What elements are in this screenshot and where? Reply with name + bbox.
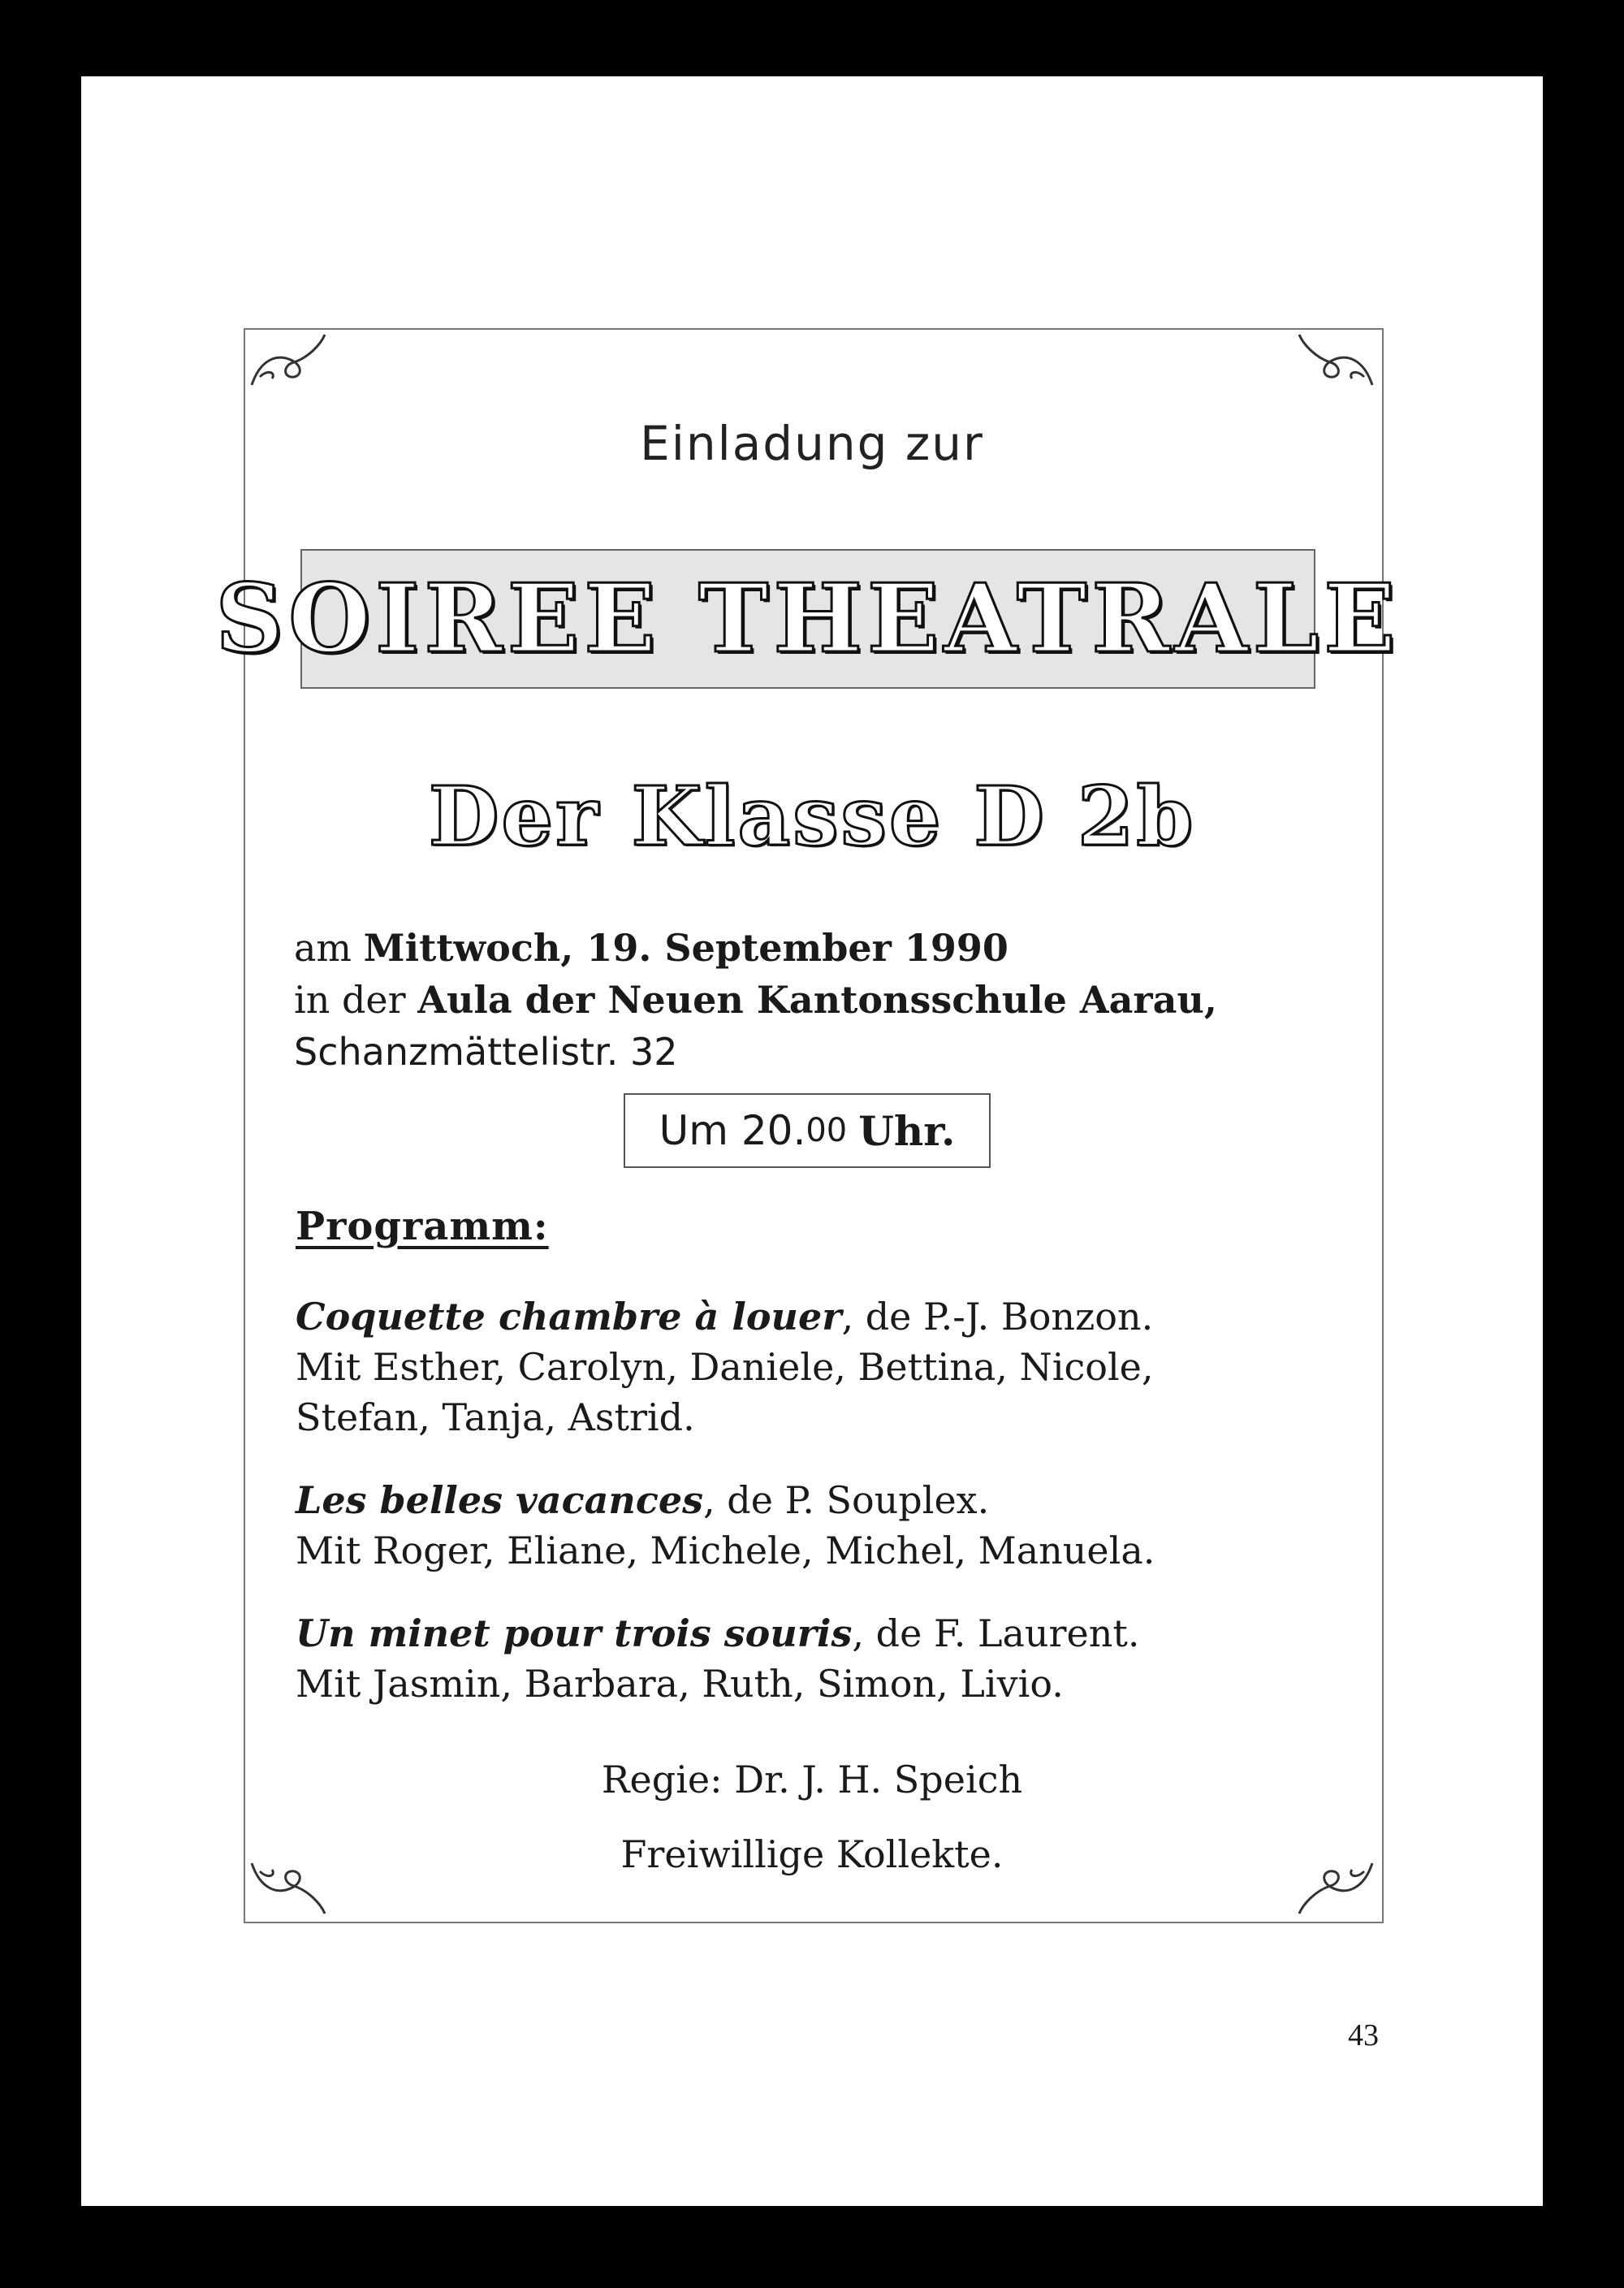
event-venue-line [294,974,1217,1026]
play-title-line [296,1291,1154,1342]
play-author: , de P.-J. Bonzon. [841,1295,1154,1339]
play-title-line [296,1475,1155,1525]
collection-note: Freiwillige Kollekte. [620,1832,1004,1876]
play-cast: Mit Roger, Eliane, Michele, Michel, Manuela. [296,1529,1155,1572]
director-credit: Regie: Dr. J. H. Speich [601,1758,1023,1801]
play-title: Les belles vacances [296,1478,704,1522]
program-heading: Programm: [296,1204,549,1249]
play-cast: Stefan, Tanja, Astrid. [296,1395,695,1439]
time-prefix: Um 20. [659,1107,806,1154]
play-item [296,1475,1155,1576]
page-number: 43 [1348,2018,1379,2052]
time-minutes: 00 [806,1112,848,1149]
title-banner [215,549,1401,689]
time-box [624,1093,991,1168]
class-line: Der Klasse D 2b [428,768,1196,864]
event-details [294,922,1217,1078]
venue-prefix: in der [294,978,406,1022]
corner-ornament-top-right [1291,328,1380,393]
event-address: Schanzmättelistr. 32 [294,1030,678,1074]
play-title: Coquette chambre à louer [296,1295,842,1339]
event-date-line [294,922,1217,974]
play-title-line [296,1608,1140,1659]
play-item [296,1608,1140,1709]
time-suffix: Uhr. [858,1106,956,1155]
play-author: , de F. Laurent. [852,1611,1140,1655]
banner-title: SOIREE THEATRALE [215,564,1401,674]
event-venue: Aula der Neuen Kantonsschule Aarau, [417,978,1217,1022]
play-cast: Mit Jasmin, Barbara, Ruth, Simon, Livio. [296,1662,1064,1706]
corner-ornament-top-left [244,328,333,393]
play-title: Un minet pour trois souris [296,1611,853,1655]
date-prefix: am [294,926,352,970]
play-item [296,1291,1154,1442]
play-author: , de P. Souplex. [703,1478,990,1522]
event-date: Mittwoch, 19. September 1990 [363,926,1009,970]
play-cast: Mit Esther, Carolyn, Daniele, Bettina, Nicole, [296,1345,1154,1389]
invitation-intro: Einladung zur [640,416,984,471]
